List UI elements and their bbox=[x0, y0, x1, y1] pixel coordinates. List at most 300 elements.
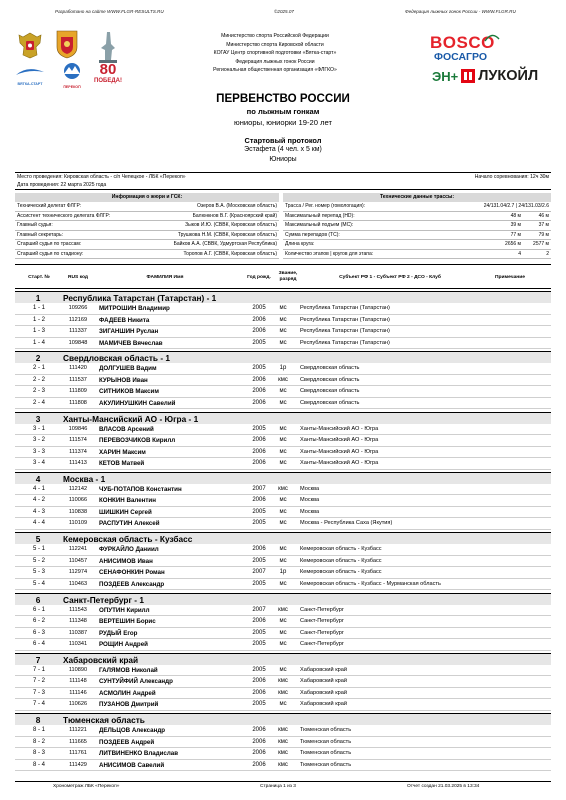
track-param: Максимальный подъем (MC): bbox=[285, 222, 354, 228]
rus-code: 111374 bbox=[69, 448, 87, 455]
team-name: Тюменская область bbox=[63, 715, 145, 726]
rus-code: 109846 bbox=[68, 425, 88, 432]
rus-code: 111337 bbox=[69, 328, 87, 334]
table-row bbox=[15, 725, 551, 737]
bib-number: 3 - 1 bbox=[32, 425, 45, 432]
athlete-name: ШИШКИН Сергей bbox=[99, 508, 152, 516]
vyatka-start-logo bbox=[15, 64, 45, 86]
birth-year: 2006 bbox=[252, 376, 266, 383]
bib-number: 8 - 4 bbox=[32, 761, 45, 768]
group-category: Юниоры bbox=[269, 156, 297, 163]
table-row bbox=[15, 628, 551, 640]
birth-year: 2005 bbox=[252, 557, 266, 564]
jury-header: Информация о жюри и ГСК: bbox=[15, 193, 279, 202]
team-header bbox=[15, 593, 551, 605]
region: Кемеровская область - Кузбасс bbox=[300, 557, 382, 564]
table-row bbox=[15, 447, 551, 459]
table-row bbox=[15, 386, 551, 398]
region: Республика Татарстан (Татарстан) bbox=[300, 339, 390, 346]
region: Республика Татарстан (Татарстан) bbox=[300, 316, 390, 323]
table-row bbox=[15, 748, 551, 760]
birth-year: 2005 bbox=[252, 641, 266, 647]
jury-info bbox=[15, 193, 279, 259]
bib-number: 5 - 3 bbox=[32, 569, 45, 576]
organizer-line: Федерация лыжных гонок России bbox=[235, 58, 315, 65]
track-row bbox=[283, 202, 551, 212]
athlete-name: ЧУБ-ПОТАПОВ Константин bbox=[99, 485, 182, 493]
team-name: Москва - 1 bbox=[63, 473, 106, 484]
bib-number: 7 - 4 bbox=[32, 701, 45, 708]
perekop-logo bbox=[58, 62, 86, 89]
athlete-name: АНИСИМОВ Иван bbox=[99, 557, 153, 565]
bib-number: 1 - 2 bbox=[32, 316, 45, 323]
track-value-1: 4 bbox=[518, 250, 521, 257]
rus-code: 111348 bbox=[69, 618, 87, 624]
track-row bbox=[283, 240, 551, 250]
sport-rank: мс bbox=[279, 339, 287, 346]
team-number: 3 bbox=[35, 413, 41, 424]
bib-number: 4 - 1 bbox=[32, 485, 45, 492]
lukoil-text: ЛУКОЙЛ bbox=[478, 68, 539, 84]
birth-year: 2006 bbox=[252, 738, 266, 745]
vyatka-swoosh-icon bbox=[15, 67, 45, 77]
rus-code: 111221 bbox=[69, 727, 87, 734]
birth-year: 2006 bbox=[252, 546, 266, 553]
bib-number: 7 - 1 bbox=[32, 666, 45, 673]
track-row bbox=[283, 212, 551, 222]
rus-code: 111146 bbox=[69, 689, 87, 696]
relay-format: Эстафета (4 чел. x 5 км) bbox=[244, 146, 322, 153]
rus-code: 110066 bbox=[68, 497, 88, 504]
sport-rank: 1р bbox=[279, 365, 287, 372]
region: Ханты-Мансийский АО - Югра bbox=[300, 448, 379, 455]
team-header bbox=[15, 291, 551, 303]
table-row bbox=[15, 699, 551, 711]
jury-role: Старший судья по трассам: bbox=[17, 241, 82, 247]
track-value-2: 79 м bbox=[538, 231, 549, 238]
track-value-1: 77 м bbox=[510, 231, 521, 238]
region: Свердловская область bbox=[300, 388, 360, 395]
rus-code: 110341 bbox=[68, 641, 88, 647]
table-row bbox=[15, 605, 551, 617]
sport-rank: кмс bbox=[278, 750, 288, 757]
table-row bbox=[15, 737, 551, 749]
sport-rank: мс bbox=[279, 701, 287, 708]
col-bib: Старт. № bbox=[28, 275, 50, 280]
region: Ханты-Мансийский АО - Югра bbox=[300, 437, 379, 444]
track-row bbox=[283, 231, 551, 241]
sport-rank: мс bbox=[279, 580, 287, 587]
table-row bbox=[15, 424, 551, 436]
athlete-name: ДОЛГУШЕВ Вадим bbox=[99, 365, 157, 373]
jury-row bbox=[15, 212, 279, 222]
rus-code: 111148 bbox=[69, 678, 87, 685]
col-year: Год рожд. bbox=[247, 275, 271, 280]
age-category: юниоры, юниорки 19-20 лет bbox=[234, 118, 332, 127]
organizer-line: Региональная общественная организация «ФЛГКО» bbox=[213, 67, 337, 74]
team-number: 8 bbox=[35, 715, 41, 726]
sport-rank: мс bbox=[279, 557, 287, 564]
table-row bbox=[15, 567, 551, 579]
athlete-name: ФАДЕЕВ Никита bbox=[99, 316, 150, 324]
birth-year: 2006 bbox=[252, 497, 266, 504]
team-header bbox=[15, 653, 551, 665]
col-fio: ФАМИЛИЯ Имя bbox=[146, 275, 184, 280]
start-time-text: Начало соревнования: 12ч 30м bbox=[474, 174, 549, 180]
region: Хабаровский край bbox=[300, 678, 348, 685]
athlete-name: ОПУТИН Кирилл bbox=[99, 606, 150, 614]
sport-rank: мс bbox=[279, 448, 287, 455]
bib-number: 7 - 2 bbox=[32, 678, 45, 685]
table-row bbox=[15, 303, 551, 315]
jury-row bbox=[15, 240, 279, 250]
region: Москва bbox=[300, 497, 320, 504]
protocol-title: Стартовый протокол bbox=[244, 136, 322, 145]
event-title: ПЕРВЕНСТВО РОССИИ bbox=[216, 92, 350, 105]
region: Свердловская область bbox=[300, 365, 360, 372]
region: Санкт-Петербург bbox=[300, 618, 344, 624]
athlete-name: АСМОЛИН Андрей bbox=[99, 689, 156, 697]
birth-year: 2005 bbox=[252, 339, 266, 346]
kirov-region-emblem-icon bbox=[55, 29, 79, 59]
track-value-2: 2 bbox=[546, 250, 549, 257]
birth-year: 2005 bbox=[252, 629, 266, 636]
region: Москва bbox=[300, 508, 320, 515]
birth-year: 2005 bbox=[252, 580, 266, 587]
jury-role: Главный судья: bbox=[17, 222, 53, 228]
region: Тюменская область bbox=[300, 738, 352, 745]
organizers-block bbox=[150, 32, 400, 75]
athlete-name: АНИСИМОВ Савелий bbox=[99, 761, 165, 769]
bib-number: 4 - 4 bbox=[32, 520, 45, 527]
top-bar-copyright: ©2025.07 bbox=[274, 9, 294, 14]
athlete-name: КУРЫНОВ Иван bbox=[99, 376, 148, 384]
sport-rank: кмс bbox=[278, 485, 288, 492]
team-number: 4 bbox=[35, 473, 41, 484]
track-row bbox=[283, 250, 551, 260]
track-value-2: 46 м bbox=[538, 212, 549, 219]
birth-year: 2006 bbox=[252, 678, 266, 685]
table-row bbox=[15, 398, 551, 410]
track-param: Сумма перепадов (TC): bbox=[285, 231, 340, 238]
perekop-label: ПЕРЕКОП bbox=[63, 85, 81, 89]
table-row bbox=[15, 639, 551, 651]
top-bar-right-link[interactable]: Федерация лыжных гонок России - WWW.FLGR.RU bbox=[405, 9, 516, 14]
rus-code: 112169 bbox=[68, 316, 88, 323]
track-value-2: 37 м bbox=[538, 222, 549, 228]
team-name: Санкт-Петербург - 1 bbox=[63, 594, 144, 605]
organizer-line: КОГАУ Центр спортивной подготовки «Вятка-старт» bbox=[213, 50, 337, 57]
bib-number: 6 - 2 bbox=[32, 618, 45, 624]
bib-number: 8 - 2 bbox=[32, 738, 45, 745]
rus-code: 110387 bbox=[68, 629, 88, 636]
region: Санкт-Петербург bbox=[300, 629, 344, 636]
birth-year: 2006 bbox=[252, 399, 266, 406]
athlete-name: ГАЛЯМОВ Николай bbox=[99, 666, 158, 674]
track-param: Трасса / Рег. номер (гомологация): bbox=[285, 203, 366, 209]
sport-rank: мс bbox=[279, 497, 287, 504]
rus-code: 112974 bbox=[68, 569, 88, 576]
athlete-name: ПЕРЕВОЗЧИКОВ Кирилл bbox=[99, 437, 176, 445]
table-row bbox=[15, 338, 551, 350]
jury-person: Зыков И.Ю. (СВВК, Кировская область) bbox=[185, 222, 277, 228]
sport-rank: мс bbox=[279, 305, 287, 311]
jury-row bbox=[15, 231, 279, 241]
bosco-sponsor-logo: BOSCO bbox=[430, 33, 495, 52]
table-row bbox=[15, 579, 551, 591]
sport-rank: мс bbox=[279, 520, 287, 527]
birth-year: 2006 bbox=[252, 388, 266, 395]
track-param: Количество этапов | кругов для этапа: bbox=[285, 250, 374, 257]
table-row bbox=[15, 676, 551, 688]
team-header bbox=[15, 532, 551, 544]
col-note: Примечание bbox=[495, 275, 525, 280]
bib-number: 7 - 3 bbox=[32, 689, 45, 696]
athlete-name: ЗИГАНШИН Руслан bbox=[99, 328, 159, 335]
athlete-name: АКУЛИНУШКИН Савелий bbox=[99, 399, 176, 407]
sport-rank: кмс bbox=[278, 727, 288, 734]
sport-rank: кмс bbox=[278, 738, 288, 745]
track-param: Максимальный перепад (HD): bbox=[285, 212, 355, 219]
jury-person: Байков А.А. (СВВК, Удмуртская Республика) bbox=[173, 241, 277, 247]
athlete-name: СЕНАФОНКИН Роман bbox=[99, 569, 165, 577]
bib-number: 2 - 4 bbox=[32, 399, 45, 406]
birth-year: 2006 bbox=[252, 750, 266, 757]
rus-code: 110463 bbox=[68, 580, 88, 587]
table-row bbox=[15, 544, 551, 556]
table-row bbox=[15, 435, 551, 447]
sport-rank: мс bbox=[279, 629, 287, 636]
rus-code: 111809 bbox=[69, 388, 87, 395]
birth-year: 2006 bbox=[252, 460, 266, 467]
footer-created: Отчет создан 21.03.2025 в 13:34 bbox=[407, 784, 480, 789]
sport-rank: мс bbox=[279, 508, 287, 515]
birth-year: 2005 bbox=[252, 508, 266, 515]
bib-number: 3 - 2 bbox=[32, 437, 45, 444]
rus-code: 112241 bbox=[68, 546, 88, 553]
region: Москва bbox=[300, 485, 320, 492]
team-name: Республика Татарстан (Татарстан) - 1 bbox=[63, 293, 217, 303]
athlete-name: ВЛАСОВ Арсений bbox=[99, 425, 154, 433]
sport-rank: мс bbox=[279, 399, 287, 406]
team-number: 7 bbox=[35, 654, 41, 665]
team-name: Свердловская область - 1 bbox=[63, 353, 171, 364]
sport-rank: мс bbox=[279, 666, 287, 673]
athlete-name: ЛИТВИНЕНКО Владислав bbox=[99, 750, 179, 758]
region: Кемеровская область - Кузбасс bbox=[300, 569, 382, 576]
monument-logo-icon bbox=[95, 30, 121, 64]
venue-line bbox=[15, 172, 551, 181]
table-row bbox=[15, 665, 551, 677]
table-row bbox=[15, 484, 551, 496]
team-header bbox=[15, 412, 551, 424]
birth-year: 2006 bbox=[252, 328, 266, 334]
bib-number: 5 - 2 bbox=[32, 557, 45, 564]
rus-code: 110890 bbox=[68, 666, 88, 673]
bib-number: 2 - 2 bbox=[32, 376, 45, 383]
bib-number: 2 - 3 bbox=[32, 388, 45, 395]
sport-rank: 1р bbox=[279, 569, 287, 576]
col-rank: Звание, разряд bbox=[278, 271, 298, 282]
region: Кемеровская область - Кузбасс bbox=[300, 546, 382, 553]
sport-rank: кмс bbox=[278, 761, 288, 768]
team-header bbox=[15, 351, 551, 363]
bib-number: 8 - 3 bbox=[32, 750, 45, 757]
track-row bbox=[283, 221, 551, 231]
track-header: Технические данные трассы: bbox=[283, 193, 551, 202]
sport-rank: мс bbox=[279, 546, 287, 553]
sport-rank: кмс bbox=[278, 689, 288, 696]
jury-row bbox=[15, 250, 279, 260]
team-number: 5 bbox=[35, 534, 41, 545]
team-header bbox=[15, 472, 551, 484]
date-line: Дата проведения: 22 марта 2025 года bbox=[15, 181, 551, 190]
team-number: 2 bbox=[35, 353, 41, 364]
organizer-line: Министерство спорта Российской Федерации bbox=[221, 33, 329, 39]
team-number: 1 bbox=[35, 293, 41, 303]
region: Ханты-Мансийский АО - Югра bbox=[300, 425, 379, 432]
bib-number: 4 - 2 bbox=[32, 497, 45, 504]
top-bar-left-link[interactable]: Разработано на сайте WWW.FLGR-RESULTS.RU bbox=[55, 9, 164, 14]
perekop-emblem-icon bbox=[58, 62, 86, 80]
en-plus-logo: ЭН+ bbox=[432, 68, 459, 84]
rus-code: 111420 bbox=[69, 365, 87, 372]
bib-number: 4 - 3 bbox=[32, 508, 45, 515]
rus-code: 112142 bbox=[68, 485, 88, 492]
birth-year: 2005 bbox=[252, 666, 266, 673]
athlete-name: СУНТУЙФИЙ Александр bbox=[99, 678, 173, 686]
athlete-name: ПОЗДЕЕВ Андрей bbox=[99, 738, 155, 746]
athlete-name: РОЩИН Андрей bbox=[99, 641, 148, 648]
birth-year: 2006 bbox=[252, 437, 266, 444]
table-row bbox=[15, 495, 551, 507]
sport-rank: мс bbox=[279, 316, 287, 323]
rus-code: 110838 bbox=[68, 508, 88, 515]
jury-person: Озеров В.А. (Московская область) bbox=[197, 203, 277, 209]
rus-code: 111574 bbox=[69, 437, 87, 444]
birth-year: 2006 bbox=[252, 448, 266, 455]
table-row bbox=[15, 315, 551, 327]
pobeda-label: ПОБЕДА! bbox=[94, 78, 122, 84]
track-info bbox=[283, 193, 551, 259]
team-name: Кемеровская область - Кузбасс bbox=[63, 534, 193, 545]
rus-code: 110109 bbox=[68, 520, 88, 527]
page-footer bbox=[15, 781, 551, 791]
region: Санкт-Петербург bbox=[300, 641, 344, 647]
sport-rank: мс bbox=[279, 425, 287, 432]
footer-timing: Хронометраж ЛБК «Перекоп» bbox=[53, 784, 120, 789]
rus-code: 111665 bbox=[69, 738, 87, 745]
athlete-name: КОНКИН Валентин bbox=[99, 497, 156, 505]
bib-number: 3 - 4 bbox=[32, 460, 45, 467]
bosco-swoosh-icon bbox=[484, 33, 500, 43]
table-row bbox=[15, 760, 551, 772]
venue-text: Место проведения: Кировская область - с/п Чепецкое - ЛБК «Перекоп» bbox=[17, 174, 186, 180]
region: Свердловская область bbox=[300, 399, 360, 406]
jury-person: Торопов А.Г. (СВВК, Кировская область) bbox=[183, 250, 277, 257]
sport-rank: мс bbox=[279, 328, 287, 334]
event-subtitle: по лыжным гонкам bbox=[246, 107, 320, 116]
table-row bbox=[15, 518, 551, 530]
rus-code: 111761 bbox=[69, 750, 87, 757]
bib-number: 1 - 1 bbox=[32, 305, 45, 311]
birth-year: 2005 bbox=[252, 305, 266, 311]
region: Кемеровская область - Кузбасс - Мурманская область bbox=[300, 580, 441, 587]
track-value-1: 48 м bbox=[510, 212, 521, 219]
sport-rank: кмс bbox=[278, 678, 288, 685]
russian-emblem-icon bbox=[17, 31, 43, 59]
birth-year: 2005 bbox=[252, 701, 266, 708]
footer-page: Страница 1 из 3 bbox=[260, 784, 296, 789]
birth-year: 2007 bbox=[252, 569, 266, 576]
region: Санкт-Петербург bbox=[300, 606, 344, 613]
athlete-name: ПУЗАНОВ Дмитрий bbox=[99, 701, 159, 709]
sport-rank: кмс bbox=[278, 376, 288, 383]
table-row bbox=[15, 616, 551, 628]
rus-code: 109848 bbox=[68, 339, 88, 346]
bib-number: 3 - 3 bbox=[32, 448, 45, 455]
organizer-line: Министерство спорта Кировской области bbox=[226, 41, 324, 48]
jury-person: Трушкова Н.М. (СВВК, Кировская область) bbox=[177, 231, 277, 238]
sport-rank: мс bbox=[279, 618, 287, 624]
team-name: Ханты-Мансийский АО - Югра - 1 bbox=[63, 413, 199, 424]
birth-year: 2007 bbox=[252, 485, 266, 492]
track-value-1: 39 м bbox=[510, 222, 521, 228]
athlete-name: ВЕРТЕШИН Борис bbox=[99, 618, 156, 625]
table-row bbox=[15, 363, 551, 375]
top-bar bbox=[0, 9, 566, 19]
bib-number: 6 - 3 bbox=[32, 629, 45, 636]
track-value-1: 2656 м bbox=[505, 241, 521, 247]
rus-code: 111413 bbox=[69, 460, 87, 467]
athlete-name: МАМИЧЕВ Вячеслав bbox=[99, 339, 163, 347]
rus-code: 111543 bbox=[69, 606, 87, 613]
bib-number: 5 - 4 bbox=[32, 580, 45, 587]
athlete-name: ДЕЛЬЦОВ Александр bbox=[99, 727, 166, 735]
region: Свердловская область bbox=[300, 376, 360, 383]
jury-row bbox=[15, 221, 279, 231]
pobeda-80-logo bbox=[92, 62, 124, 90]
rus-code: 109266 bbox=[68, 305, 88, 311]
sport-rank: мс bbox=[279, 641, 287, 647]
jury-person: Балюнкнов В.Г. (Красноярский край) bbox=[192, 212, 277, 219]
athlete-name: КЕТОВ Матвей bbox=[99, 460, 145, 468]
track-param: Длина круга: bbox=[285, 241, 315, 247]
region: Республика Татарстан (Татарстан) bbox=[300, 305, 390, 311]
table-row bbox=[15, 507, 551, 519]
sport-rank: мс bbox=[279, 437, 287, 444]
athlete-name: ПОЗДЕЕВ Александр bbox=[99, 580, 165, 588]
region: Тюменская область bbox=[300, 750, 352, 757]
bib-number: 6 - 1 bbox=[32, 606, 45, 613]
rus-code: 110626 bbox=[68, 701, 88, 708]
birth-year: 2006 bbox=[252, 316, 266, 323]
table-header bbox=[15, 268, 551, 289]
athlete-name: РУДЫЙ Егор bbox=[99, 629, 138, 637]
jury-role: Старший судья по стадиону: bbox=[17, 250, 84, 257]
col-subject: Субъект РФ 1 - Субъект РФ 2 - ДСО - Клуб bbox=[339, 275, 441, 280]
bib-number: 6 - 4 bbox=[32, 641, 45, 647]
rus-code: 110457 bbox=[68, 557, 88, 564]
team-name: Хабаровский край bbox=[63, 654, 139, 665]
track-homologation: 24/131.04/2.7 | 24/131.03/2.6 bbox=[483, 203, 549, 209]
athlete-name: ФУРКАЙЛО Даниил bbox=[99, 546, 159, 554]
sport-rank: мс bbox=[279, 388, 287, 395]
rus-code: 111429 bbox=[69, 761, 87, 768]
vyatka-start-label: ВЯТКА-СТАРТ bbox=[17, 82, 43, 86]
bib-number: 1 - 3 bbox=[32, 328, 45, 334]
region: Ханты-Мансийский АО - Югра bbox=[300, 460, 379, 467]
